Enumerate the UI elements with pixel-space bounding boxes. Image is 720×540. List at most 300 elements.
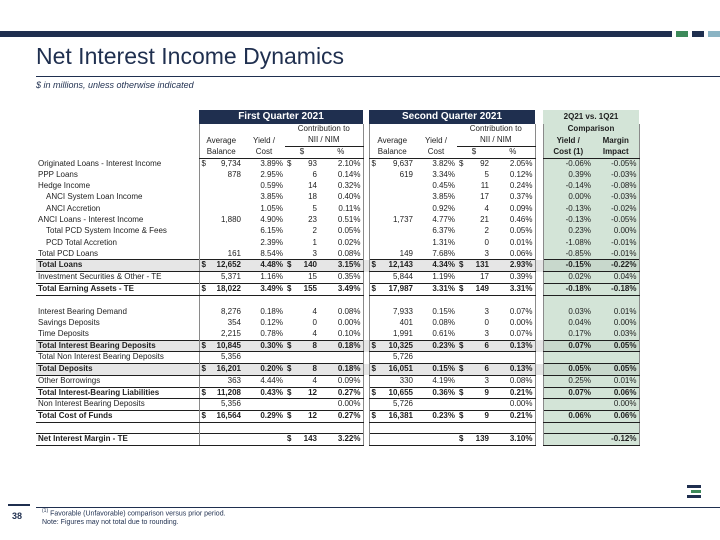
q2-pct [491, 352, 535, 364]
q2-balance-sign [369, 181, 381, 192]
q1-pct: 0.27% [319, 387, 363, 399]
cmp-yield: -0.18% [543, 283, 593, 295]
cmp-yield: 0.23% [543, 226, 593, 237]
q1-pct: 0.18% [319, 340, 363, 352]
q1-balance-sign [199, 433, 211, 445]
q2-balance-sign: $ [369, 283, 381, 295]
q1-yield: 1.16% [260, 272, 283, 282]
q2-dollar: 149 [469, 283, 491, 295]
q1-yield: 2.39% [260, 237, 283, 247]
q1-pct: 0.05% [319, 226, 363, 237]
q2-balance-sign [369, 249, 381, 260]
q1-pct: 3.22% [319, 433, 363, 445]
cmp-margin: -0.03% [593, 192, 639, 203]
q1-header: First Quarter 2021 [199, 110, 363, 124]
q1-dollar-sign: $ [285, 364, 297, 376]
q2-dollar-sign: $ [457, 340, 469, 352]
q2-header: Second Quarter 2021 [369, 110, 535, 124]
q1-dollar: 4 [312, 375, 317, 385]
table-row [36, 215, 639, 226]
q2-dollar: 9 [469, 387, 491, 399]
q1-yield: 4.44% [260, 375, 283, 385]
q2-yield: 3.34% [432, 169, 455, 179]
cmp-yield: -0.15% [543, 260, 593, 272]
table-row [36, 170, 639, 181]
q2-dollar: 3 [484, 375, 489, 385]
gap [535, 260, 543, 272]
q2-balance: 401 [399, 317, 413, 327]
q2-dollar: 0 [484, 237, 489, 247]
table-row [36, 249, 639, 260]
q1-dollar-sign [285, 237, 297, 248]
q1-dollar: 8 [297, 364, 319, 376]
q2-balance: 330 [399, 375, 413, 385]
q2-balance-sign: $ [369, 364, 381, 376]
q2-balance-sign: $ [369, 387, 381, 399]
cmp-yield: 0.00% [543, 192, 593, 203]
q1-balance-sign [199, 352, 211, 364]
cmp-margin [593, 352, 639, 364]
q1-dollar: 18 [308, 192, 317, 202]
gap [535, 272, 543, 284]
q1-pct: 0.40% [319, 192, 363, 203]
q2-pct: 0.39% [491, 272, 535, 284]
cmp-margin: 0.05% [593, 364, 639, 376]
q1-yield [243, 433, 285, 445]
q1-dollar-sign [285, 352, 297, 364]
q2-balance-sign [369, 433, 381, 445]
q1-balance-sign [199, 306, 211, 317]
cmp-yield [543, 352, 593, 364]
q1-dollar-sign [285, 226, 297, 237]
q2-yield: 4.34% [415, 260, 457, 272]
q2-yield: 0.61% [432, 329, 455, 339]
q2-balance-sign [369, 399, 381, 411]
cmp-margin: 0.04% [593, 272, 639, 284]
row-label: Total Earning Assets - TE [36, 283, 199, 295]
cmp-margin: 0.01% [593, 375, 639, 387]
q2-pct: 2.93% [491, 260, 535, 272]
q2-dollar: 0 [484, 317, 489, 327]
row-label: Originated Loans - Interest Income [38, 158, 162, 168]
q1-pct: 0.09% [319, 375, 363, 387]
q1-dollar-sign [285, 249, 297, 260]
q2-pct: 0.21% [491, 387, 535, 399]
q1-yield: 0.43% [243, 387, 285, 399]
q2-dollar: 17 [480, 272, 489, 282]
gap [535, 158, 543, 169]
gap [535, 226, 543, 237]
q2-average-label: Average [369, 135, 415, 146]
table-row [36, 387, 639, 399]
q1-dollar: 12 [297, 410, 319, 422]
q1-pct: 0.32% [319, 181, 363, 192]
q1-pct-label: % [319, 147, 363, 159]
q2-balance [381, 181, 415, 192]
row-label: ANCI System Loan Income [46, 192, 143, 202]
q1-dollar-sign [285, 215, 297, 226]
q2-dollar-sign: $ [457, 364, 469, 376]
q1-dollar-sign: $ [285, 433, 297, 445]
q1-dollar: 155 [297, 283, 319, 295]
cmp-margin: 0.03% [593, 329, 639, 340]
table-row [36, 283, 639, 295]
accent-square-green [676, 31, 688, 37]
row-label: PCD Total Accretion [46, 237, 117, 247]
q1-dollar: 3 [312, 248, 317, 258]
gap [535, 387, 543, 399]
q2-pct: 0.13% [491, 364, 535, 376]
q2-yield: 0.45% [432, 181, 455, 191]
q2-nii-nim-label: NII / NIM [457, 135, 535, 146]
q1-average-label: Average [199, 135, 243, 146]
cmp-yield: -0.85% [543, 249, 593, 260]
row-label: Total Non Interest Bearing Deposits [38, 352, 164, 362]
q1-balance-sign [199, 272, 211, 284]
q1-balance: 12,652 [211, 260, 243, 272]
table-row [36, 410, 639, 422]
table-row [36, 340, 639, 352]
q2-yield: 0.36% [415, 387, 457, 399]
row-label: Total PCD System Income & Fees [46, 226, 167, 236]
q2-pct: 0.46% [491, 215, 535, 226]
nii-table [36, 110, 640, 446]
table-row [36, 260, 639, 272]
q1-yield: 0.59% [260, 181, 283, 191]
q1-dollar-sign [285, 170, 297, 181]
q1-balance: 363 [227, 375, 241, 385]
q2-dollar-sign [457, 272, 469, 284]
table-row [36, 352, 639, 364]
gap [535, 249, 543, 260]
q1-yield-label: Yield / [253, 135, 275, 145]
q2-balance-sign: $ [369, 340, 381, 352]
q1-dollar-sign [285, 272, 297, 284]
row-label: Non Interest Bearing Deposits [38, 399, 145, 409]
q1-balance-sign [199, 192, 211, 203]
cmp-margin: -0.03% [593, 170, 639, 181]
q1-dollar-sign [285, 399, 297, 411]
q2-dollar: 3 [484, 306, 489, 316]
cmp-yield: 0.05% [543, 364, 593, 376]
cmp-yield: 0.25% [543, 375, 593, 387]
cmp-margin: -0.05% [593, 158, 639, 169]
cmp-margin: 0.00% [593, 399, 639, 411]
comparison-sublabel: Comparison [543, 124, 639, 135]
gap [535, 215, 543, 226]
q1-pct: 0.00% [319, 318, 363, 329]
table-row [36, 272, 639, 284]
q2-dollar-sign: $ [457, 433, 469, 445]
q2-balance-sign: $ [369, 410, 381, 422]
q2-dollar-sign [457, 237, 469, 248]
cmp-yield [543, 399, 593, 411]
q1-dollar-sign [285, 306, 297, 317]
footnote-2: Note: Figures may not total due to rounding. [42, 519, 179, 526]
q2-balance: 10,655 [381, 387, 415, 399]
q1-dollar: 140 [297, 260, 319, 272]
gap [535, 410, 543, 422]
q1-balance: 2,215 [220, 329, 241, 339]
q1-dollar: 4 [312, 306, 317, 316]
q1-dollar-sign: $ [285, 410, 297, 422]
q1-dollar: 8 [297, 340, 319, 352]
q1-yield: 3.89% [260, 158, 283, 168]
title-rule [36, 76, 720, 77]
gap [535, 192, 543, 203]
q1-dollar-sign [285, 192, 297, 203]
table-row [36, 226, 639, 237]
q1-dollar: 4 [312, 329, 317, 339]
q2-dollar: 3 [484, 329, 489, 339]
q1-balance-sign [199, 329, 211, 340]
q2-balance-sign: $ [369, 260, 381, 272]
q2-dollar-label: $ [457, 147, 491, 159]
table-row [36, 192, 639, 203]
q2-pct: 3.31% [491, 283, 535, 295]
q1-pct: 0.27% [319, 410, 363, 422]
q2-pct: 0.37% [491, 192, 535, 203]
q2-balance: 619 [399, 169, 413, 179]
q1-dollar-sign: $ [285, 283, 297, 295]
row-label: Other Borrowings [38, 375, 101, 385]
q2-balance-sign [369, 329, 381, 340]
cmp-yield: 0.06% [543, 410, 593, 422]
q1-balance: 5,371 [220, 272, 241, 282]
q1-dollar-sign: $ [285, 387, 297, 399]
table-row [36, 306, 639, 317]
q1-balance-sign [199, 237, 211, 248]
spacer-row [36, 295, 639, 306]
q1-balance-sign: $ [199, 340, 211, 352]
q2-dollar: 5 [484, 169, 489, 179]
row-label: Total Interest Bearing Deposits [36, 340, 199, 352]
q2-dollar: 92 [480, 158, 489, 168]
row-label: Total Cost of Funds [36, 410, 199, 422]
q1-balance: 16,564 [211, 410, 243, 422]
q2-pct: 0.01% [491, 237, 535, 248]
q2-balance-sign: $ [369, 158, 381, 169]
q1-balance [211, 226, 243, 237]
q2-balance-sign [369, 226, 381, 237]
q1-balance: 8,276 [220, 306, 241, 316]
q2-yield: 0.23% [415, 410, 457, 422]
q2-yield: 6.37% [432, 226, 455, 236]
q1-dollar: 0 [312, 317, 317, 327]
accent-square-light [708, 31, 720, 37]
page-number-bar [8, 504, 30, 506]
q2-yield [415, 399, 457, 411]
q1-yield: 3.49% [243, 283, 285, 295]
q2-yield: 4.77% [432, 215, 455, 225]
q2-pct: 2.05% [491, 158, 535, 169]
q2-balance: 5,726 [392, 399, 413, 409]
q2-dollar: 131 [469, 260, 491, 272]
table-row [36, 203, 639, 214]
q2-pct: 0.07% [491, 306, 535, 317]
q2-dollar-sign: $ [457, 260, 469, 272]
table-row [36, 364, 639, 376]
q2-balance-sign [369, 192, 381, 203]
cmp-margin: 0.05% [593, 340, 639, 352]
q1-dollar-sign: $ [287, 158, 292, 168]
q2-balance: 5,726 [392, 352, 413, 362]
cmp-yield: -0.06% [543, 158, 593, 169]
q1-balance: 18,022 [211, 283, 243, 295]
table-row [36, 181, 639, 192]
q1-pct: 0.10% [319, 329, 363, 340]
q1-balance [211, 192, 243, 203]
q1-balance-sign [199, 181, 211, 192]
cmp-margin: 0.00% [593, 226, 639, 237]
cmp-margin: 0.00% [593, 318, 639, 329]
accent-square-navy [692, 31, 704, 37]
q2-yield: 3.85% [432, 192, 455, 202]
cmp-margin: 0.06% [593, 410, 639, 422]
q1-dollar: 6 [312, 169, 317, 179]
q1-dollar: 23 [308, 215, 317, 225]
q1-pct: 0.51% [319, 215, 363, 226]
q2-balance: 9,637 [392, 158, 413, 168]
q1-balance: 5,356 [220, 399, 241, 409]
gap [535, 375, 543, 387]
q2-yield: 0.92% [432, 203, 455, 213]
q2-yield: 0.15% [432, 306, 455, 316]
q2-dollar-sign [457, 192, 469, 203]
q2-balance: 1,737 [392, 215, 413, 225]
q1-yield: 0.30% [243, 340, 285, 352]
cmp-yield: 0.17% [543, 329, 593, 340]
gap [535, 170, 543, 181]
q1-pct: 0.11% [319, 203, 363, 214]
q2-dollar-sign [457, 352, 469, 364]
cmp-margin: -0.08% [593, 181, 639, 192]
q2-dollar-sign [457, 226, 469, 237]
q2-pct: 0.24% [491, 181, 535, 192]
cmp-yield: 0.04% [543, 318, 593, 329]
q2-dollar: 3 [484, 248, 489, 258]
q2-balance: 7,933 [392, 306, 413, 316]
q2-balance [381, 226, 415, 237]
company-logo-icon [687, 485, 701, 499]
q2-yield: 3.82% [432, 158, 455, 168]
q1-balance: 9,734 [220, 158, 241, 168]
q2-dollar-sign [457, 399, 469, 411]
q1-dollar: 12 [297, 387, 319, 399]
q1-yield: 8.54% [260, 248, 283, 258]
q2-dollar: 21 [480, 215, 489, 225]
q2-dollar-sign [457, 375, 469, 387]
q2-yield [415, 433, 457, 445]
page-number: 38 [12, 511, 23, 521]
q1-balance-sign [199, 375, 211, 387]
row-label: Net Interest Margin - TE [36, 433, 199, 445]
table-row [36, 399, 639, 411]
q1-balance-sign [199, 399, 211, 411]
q1-balance-sign [199, 318, 211, 329]
row-label: Total Deposits [36, 364, 199, 376]
q2-balance-sign [369, 375, 381, 387]
q1-balance-sign: $ [199, 410, 211, 422]
q1-pct: 0.14% [319, 170, 363, 181]
q2-yield: 0.23% [415, 340, 457, 352]
q2-dollar-sign [457, 249, 469, 260]
q2-dollar-sign [457, 329, 469, 340]
q1-pct: 0.18% [319, 364, 363, 376]
q2-dollar [469, 352, 491, 364]
q2-balance-sign [369, 170, 381, 181]
spacer-row [36, 422, 639, 433]
q2-dollar-sign: $ [459, 158, 464, 168]
q2-balance: 17,987 [381, 283, 415, 295]
q2-balance: 149 [399, 248, 413, 258]
q1-balance [211, 181, 243, 192]
gap [535, 306, 543, 317]
q1-yield: 0.78% [260, 329, 283, 339]
cmp-margin: -0.12% [593, 433, 639, 445]
cmp-yield: -1.08% [543, 237, 593, 248]
q1-yield: 0.20% [243, 364, 285, 376]
q2-yield: 1.31% [432, 237, 455, 247]
cmp-margin: 0.06% [593, 387, 639, 399]
table-row [36, 158, 639, 169]
q1-dollar [297, 352, 319, 364]
cmp-yield: -0.13% [543, 203, 593, 214]
q2-yield: 4.19% [432, 375, 455, 385]
q2-balance-label: Balance [369, 147, 415, 159]
q2-balance-sign [369, 203, 381, 214]
cmp-margin: -0.05% [593, 215, 639, 226]
q1-dollar-sign [285, 203, 297, 214]
q2-dollar-sign [457, 318, 469, 329]
q1-balance: 878 [227, 169, 241, 179]
q2-dollar-sign [457, 215, 469, 226]
q1-yield: 0.18% [260, 306, 283, 316]
q2-pct: 0.00% [491, 318, 535, 329]
q2-balance [381, 237, 415, 248]
q2-balance-sign [369, 352, 381, 364]
row-label: Interest Bearing Demand [38, 306, 127, 316]
cmp-cost-label: Cost (1) [543, 147, 593, 159]
q2-pct: 0.21% [491, 410, 535, 422]
page-subtitle: $ in millions, unless otherwise indicated [36, 80, 194, 90]
page-title: Net Interest Income Dynamics [36, 43, 345, 69]
q1-yield: 1.05% [260, 203, 283, 213]
q2-yield: 7.68% [432, 248, 455, 258]
footnote-1-text: Favorable (Unfavorable) comparison versus prior period. [50, 510, 226, 518]
q1-balance-sign [199, 226, 211, 237]
row-label: Total PCD Loans [38, 248, 99, 258]
gap [535, 203, 543, 214]
q2-dollar-sign [457, 203, 469, 214]
q1-balance-sign [199, 215, 211, 226]
q2-balance-sign [369, 272, 381, 284]
q1-dollar [297, 399, 319, 411]
q1-dollar: 5 [312, 203, 317, 213]
q1-balance-sign: $ [199, 260, 211, 272]
q2-dollar: 6 [469, 364, 491, 376]
cmp-yield: 0.03% [543, 306, 593, 317]
q1-pct: 0.08% [319, 249, 363, 260]
q2-pct: 3.10% [491, 433, 535, 445]
q1-dollar-label: $ [285, 147, 319, 159]
cmp-margin: -0.18% [593, 283, 639, 295]
q2-pct: 0.00% [491, 399, 535, 411]
q1-yield: 0.12% [260, 317, 283, 327]
q2-dollar-sign [457, 181, 469, 192]
cmp-margin: -0.01% [593, 249, 639, 260]
row-label: Time Deposits [38, 329, 89, 339]
